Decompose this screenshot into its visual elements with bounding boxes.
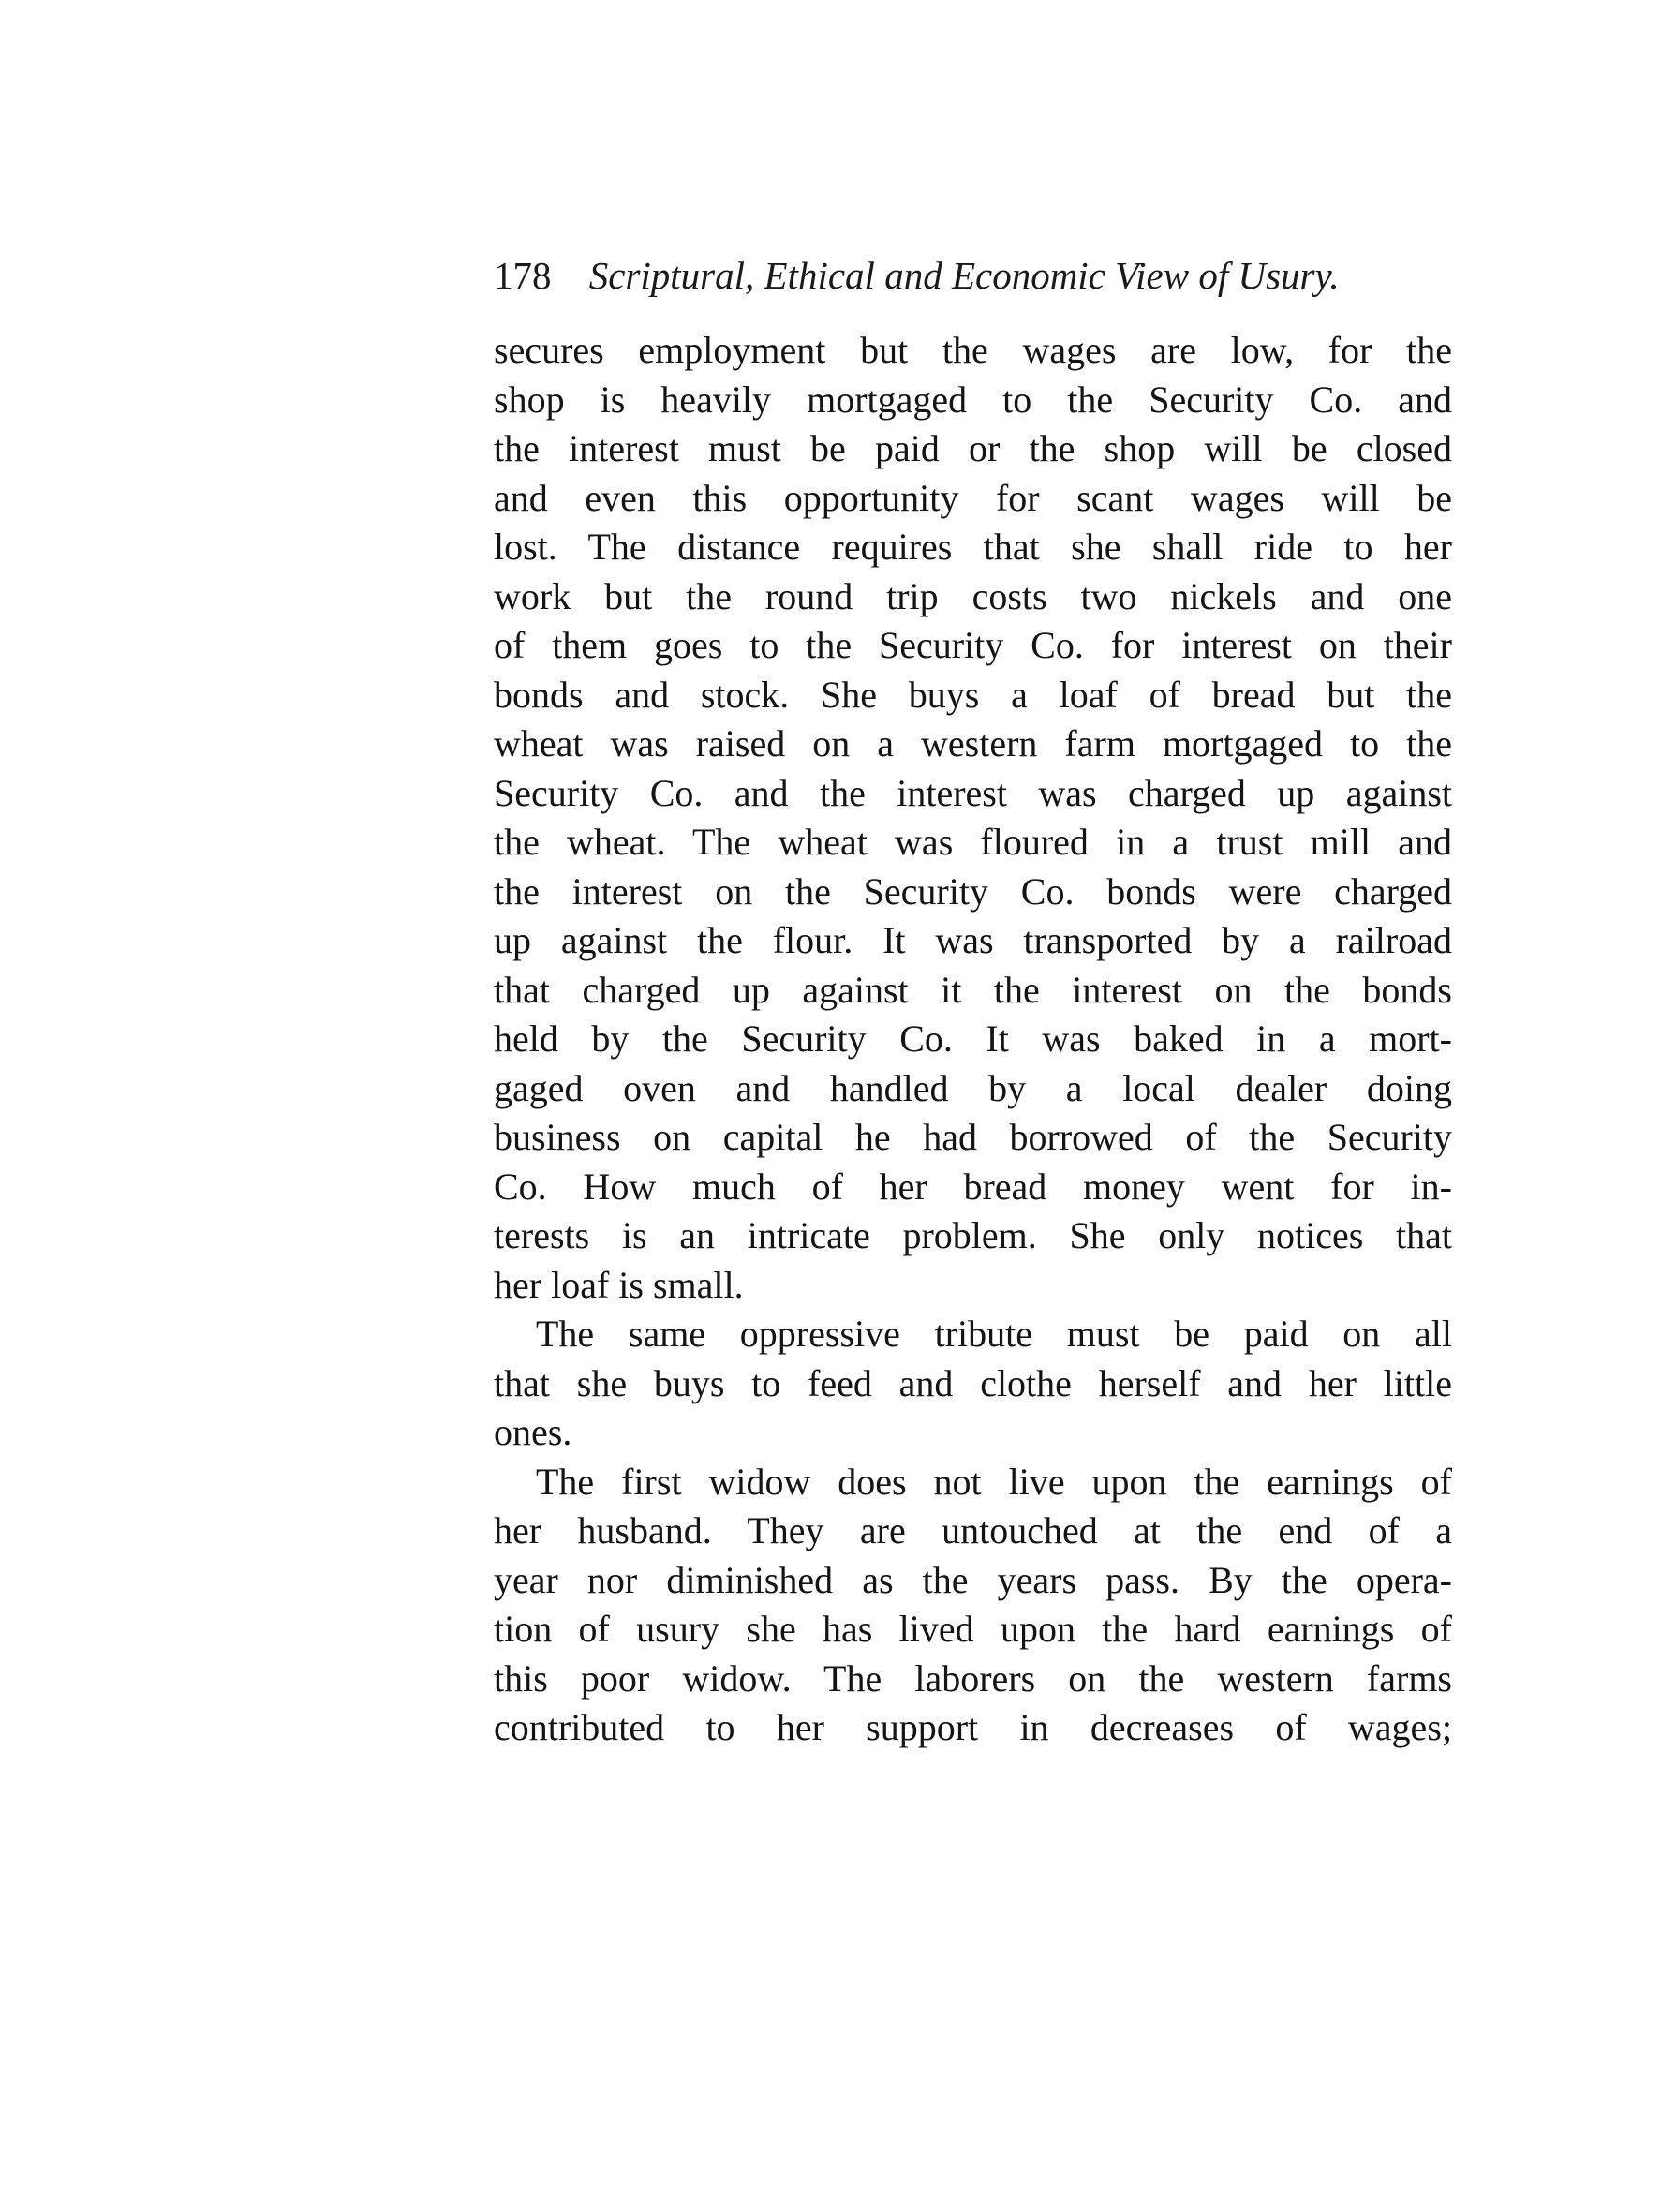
text-line: work but the round trip costs two nickels and one	[494, 574, 1452, 617]
text-line: the wheat. The wheat was floured in a trust mill and	[494, 821, 1452, 863]
text-line: wheat was raised on a western farm mortgaged to the	[494, 722, 1452, 765]
text-line: tion of usury she has lived upon the hard earnings of	[494, 1608, 1452, 1650]
text-line: that charged up against it the interest on the bonds	[494, 968, 1452, 1011]
text-line: Co. How much of her bread money went for in-	[494, 1165, 1452, 1208]
text-line: of them goes to the Security Co. for interest on their	[494, 624, 1452, 666]
text-line: the interest on the Security Co. bonds were charged	[494, 869, 1452, 913]
text-line: shop is heavily mortgaged to the Security Co. and	[494, 378, 1452, 421]
text-line: this poor widow. The laborers on the western farms	[494, 1656, 1452, 1700]
text-line: The first widow does not live upon the earnings of	[536, 1460, 1452, 1503]
paragraph-1	[494, 326, 1452, 1310]
text-line: contributed to her support in decreases of wages;	[494, 1706, 1452, 1748]
text-line: Security Co. and the interest was charged up against	[494, 771, 1452, 814]
text-line: that she buys to feed and clothe herself and her little	[494, 1361, 1452, 1404]
text-line: and even this opportunity for scant wages will be	[494, 476, 1452, 519]
body-text	[494, 326, 1452, 1753]
text-line: gaged oven and handled by a local dealer doing	[494, 1066, 1452, 1109]
text-line: secures employment but the wages are low, for the	[494, 329, 1452, 371]
text-line: her loaf is small.	[494, 1263, 744, 1306]
text-line: up against the flour. It was transported by a railroad	[494, 919, 1452, 961]
text-line: The same oppressive tribute must be paid on all	[536, 1313, 1452, 1355]
page-number: 178	[494, 254, 552, 297]
text-line: held by the Security Co. It was baked in a mort-	[494, 1017, 1452, 1060]
running-title: Scriptural, Ethical and Economic View of Usury.	[588, 254, 1340, 297]
text-line: ones.	[494, 1411, 572, 1453]
page-header	[494, 253, 1431, 309]
text-line: bonds and stock. She buys a loaf of bread but the	[494, 673, 1452, 716]
text-line: her husband. They are untouched at the end of a	[494, 1509, 1452, 1551]
text-line: lost. The distance requires that she shall ride to her	[494, 526, 1452, 568]
text-line: business on capital he had borrowed of the Security	[494, 1116, 1452, 1158]
text-line: year nor diminished as the years pass. By the opera-	[494, 1558, 1452, 1601]
text-line: the interest must be paid or the shop will be closed	[494, 427, 1452, 469]
paragraph-2	[494, 1310, 1452, 1458]
text-line: terests is an intricate problem. She only notices that	[494, 1214, 1452, 1256]
paragraph-3	[494, 1458, 1452, 1753]
